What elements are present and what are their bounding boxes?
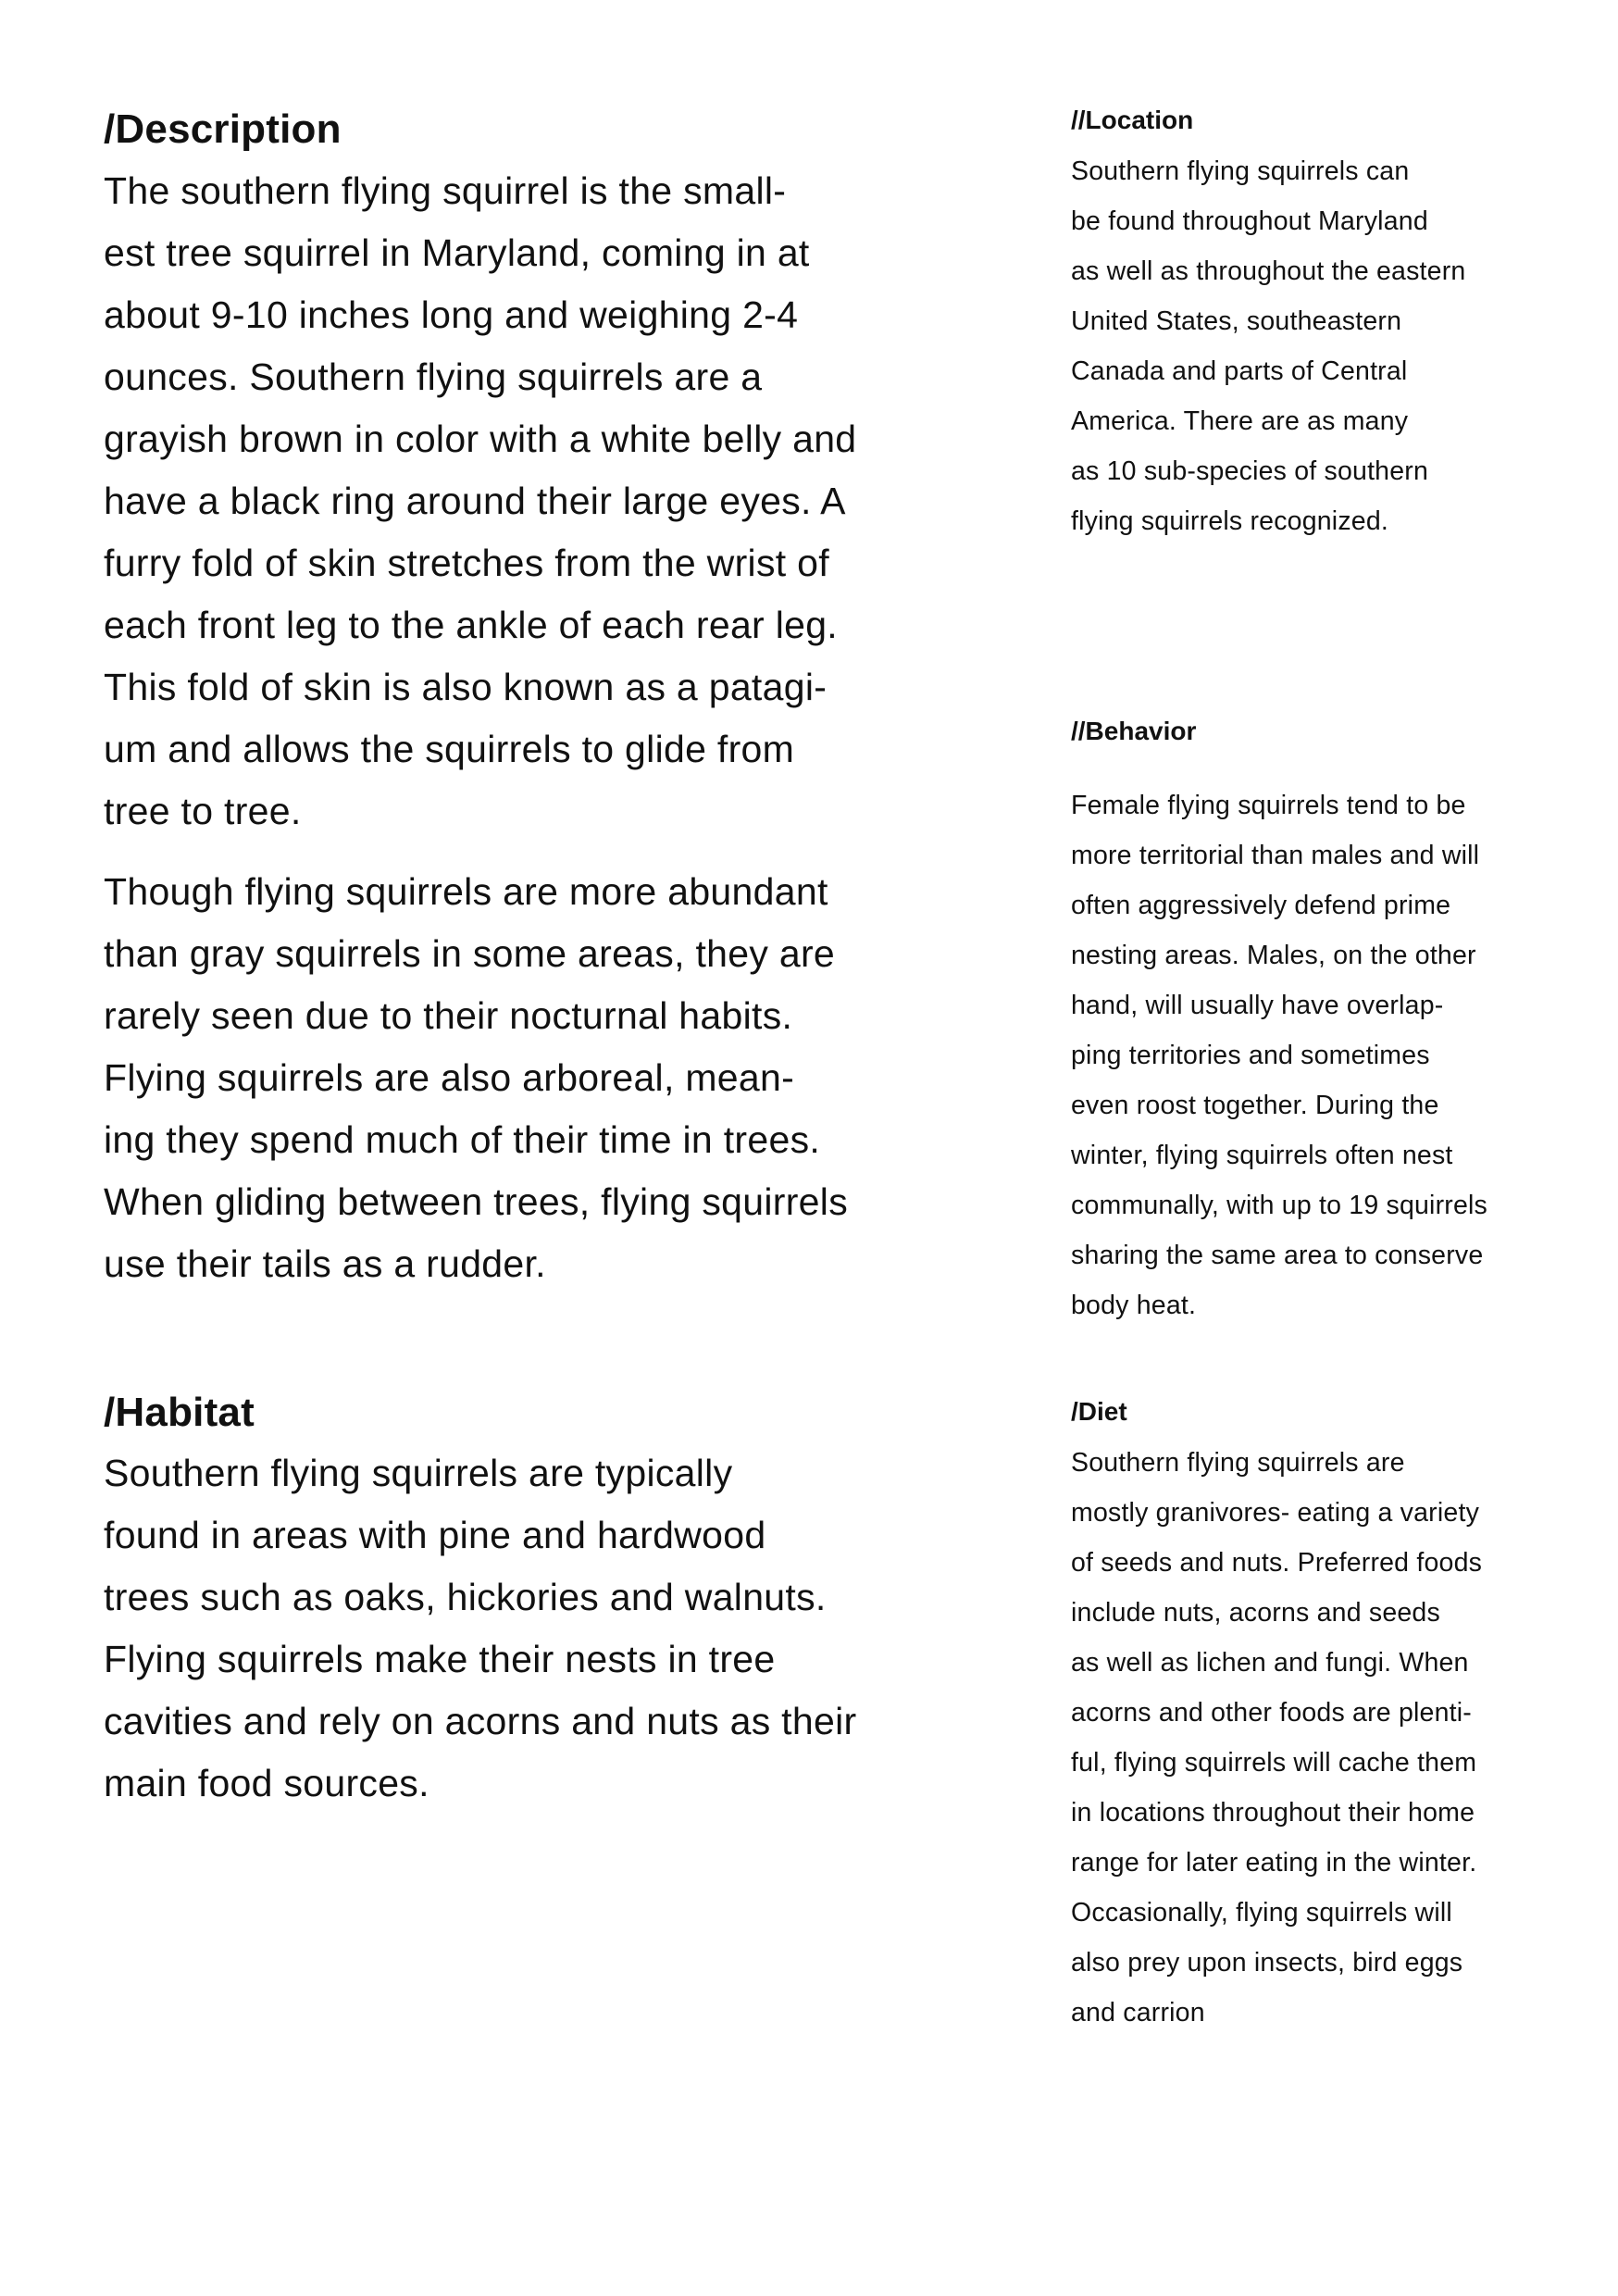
text-line: Southern flying squirrels are typically [104,1452,733,1494]
text-line: found in areas with pine and hardwood [104,1514,766,1556]
text-line: of seeds and nuts. Preferred foods [1071,1548,1483,1578]
text-line: Female flying squirrels tend to be [1071,791,1466,820]
text-line: winter, flying squirrels often nest [1071,1141,1453,1170]
text-line: in locations throughout their home [1071,1798,1475,1828]
text-line: than gray squirrels in some areas, they are [104,932,835,975]
text-line: ing they spend much of their time in trees. [104,1118,821,1161]
text-line: cavities and rely on acorns and nuts as their [104,1700,857,1742]
text-line: The southern flying squirrel is the small- [104,169,787,212]
text-line: um and allows the squirrels to glide from [104,728,795,770]
text-line: as well as throughout the eastern [1071,256,1466,286]
text-line: Southern flying squirrels can [1071,156,1410,186]
text-line: each front leg to the ankle of each rear leg. [104,604,838,646]
text-line: Though flying squirrels are more abundant [104,870,828,913]
behavior-heading: //Behavior [1071,717,1197,745]
text-line: flying squirrels recognized. [1071,506,1389,536]
text-line: furry fold of skin stretches from the wrist of [104,542,829,584]
text-line: use their tails as a rudder. [104,1242,546,1285]
text-line: rarely seen due to their nocturnal habits. [104,994,793,1037]
text-line: also prey upon insects, bird eggs [1071,1948,1463,1978]
text-line: est tree squirrel in Maryland, coming in at [104,231,810,274]
text-line: acorns and other foods are plenti- [1071,1698,1472,1728]
text-line: Occasionally, flying squirrels will [1071,1898,1452,1928]
text-line: even roost together. During the [1071,1091,1439,1120]
text-line: sharing the same area to conserve [1071,1241,1484,1270]
text-line: and carrion [1071,1998,1205,2028]
text-line: have a black ring around their large eyes. A [104,480,846,522]
text-line: ping territories and sometimes [1071,1041,1430,1070]
text-line: body heat. [1071,1291,1197,1320]
text-line: about 9-10 inches long and weighing 2-4 [104,293,799,336]
text-line: more territorial than males and will [1071,841,1480,870]
text-line: America. There are as many [1071,406,1409,436]
text-line: United States, southeastern [1071,306,1402,336]
text-line: often aggressively defend prime [1071,891,1451,920]
text-line: range for later eating in the winter. [1071,1848,1477,1878]
text-line: tree to tree. [104,790,302,832]
diet-heading: /Diet [1071,1397,1127,1426]
text-line: ful, flying squirrels will cache them [1071,1748,1477,1778]
habitat-heading: /Habitat [104,1390,255,1435]
text-line: Flying squirrels make their nests in tree [104,1638,776,1680]
text-line: This fold of skin is also known as a patagi- [104,666,828,708]
text-line: ounces. Southern flying squirrels are a [104,356,763,398]
text-line: include nuts, acorns and seeds [1071,1598,1440,1628]
description-heading: /Description [104,106,342,152]
text-line: hand, will usually have overlap- [1071,991,1444,1020]
text-line: as well as lichen and fungi. When [1071,1648,1469,1678]
text-line: be found throughout Maryland [1071,206,1428,236]
location-heading: //Location [1071,106,1194,134]
text-line: grayish brown in color with a white belly and [104,418,857,460]
text-line: main food sources. [104,1762,429,1804]
text-line: When gliding between trees, flying squirrels [104,1180,848,1223]
text-line: as 10 sub-species of southern [1071,456,1429,486]
text-line: communally, with up to 19 squirrels [1071,1191,1487,1220]
text-line: trees such as oaks, hickories and walnuts. [104,1576,827,1618]
text-line: nesting areas. Males, on the other [1071,941,1476,970]
text-line: Canada and parts of Central [1071,356,1408,386]
text-line: Flying squirrels are also arboreal, mean- [104,1056,795,1099]
text-line: Southern flying squirrels are [1071,1448,1405,1478]
text-line: mostly granivores- eating a variety [1071,1498,1480,1528]
